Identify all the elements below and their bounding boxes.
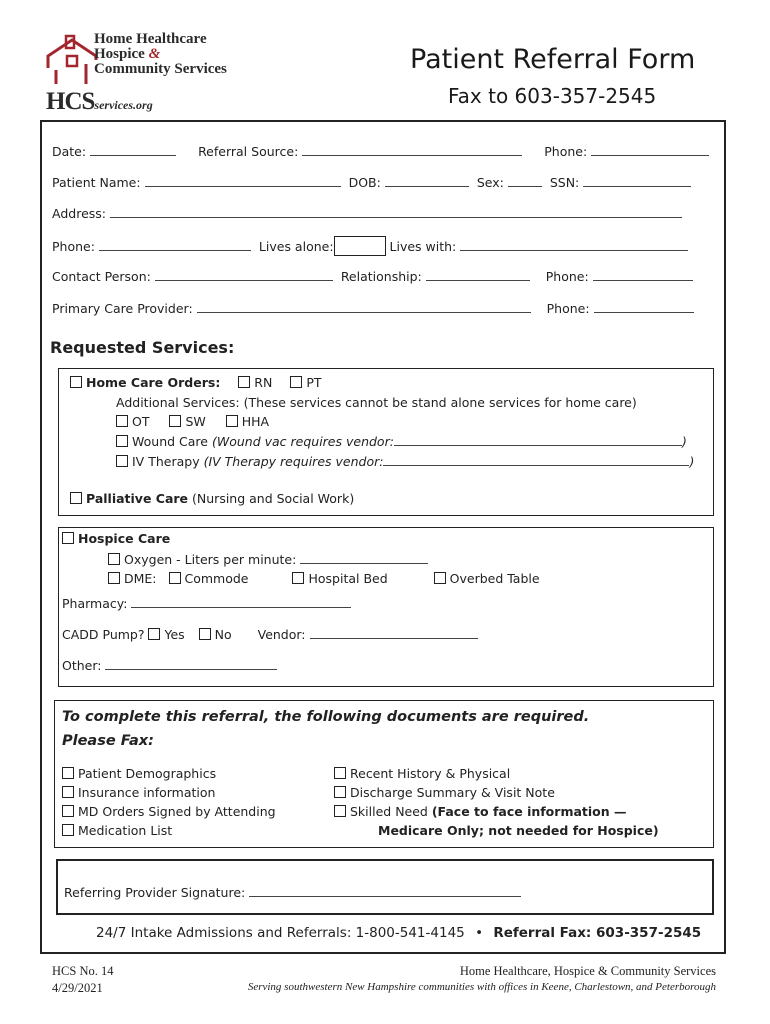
doc-skilled-note2: Medicare Only; not needed for Hospice): [378, 823, 659, 838]
oxygen-label: Oxygen - Liters per minute:: [124, 552, 297, 567]
referral-source-field[interactable]: [302, 143, 522, 156]
phone2-field[interactable]: [99, 238, 251, 251]
sw-checkbox[interactable]: [169, 415, 181, 427]
signature-label: Referring Provider Signature:: [64, 885, 246, 900]
doc-discharge: Discharge Summary & Visit Note: [350, 785, 555, 800]
doc-demographics: Patient Demographics: [78, 766, 217, 781]
patient-name-field[interactable]: [145, 174, 341, 187]
dme-checkbox[interactable]: [108, 572, 120, 584]
palliative-checkbox[interactable]: [70, 492, 82, 504]
doc-insurance-checkbox[interactable]: [62, 786, 74, 798]
home-care-checkbox[interactable]: [70, 376, 82, 388]
hospice-checkbox[interactable]: [62, 532, 74, 544]
iv-close: ): [689, 454, 695, 469]
dob-label: DOB:: [348, 175, 381, 190]
sex-label: Sex:: [476, 175, 504, 190]
phone4-field[interactable]: [594, 300, 694, 313]
wound-label: Wound Care: [132, 434, 208, 449]
doc-date: 4/29/2021: [52, 981, 103, 995]
doc-skilled: Skilled Need: [350, 804, 428, 819]
ssn-label: SSN:: [549, 175, 580, 190]
phone3-field[interactable]: [593, 268, 693, 281]
doc-medication-checkbox[interactable]: [62, 824, 74, 836]
fax-header: Fax to 603-357-2545: [448, 84, 657, 108]
lives-alone-label: Lives alone:: [258, 239, 334, 254]
contact-label: Contact Person:: [52, 269, 151, 284]
overbed-checkbox[interactable]: [434, 572, 446, 584]
pcp-field[interactable]: [197, 300, 531, 313]
doc-history: Recent History & Physical: [350, 766, 511, 781]
vendor-label: Vendor:: [257, 627, 306, 642]
overbed-label: Overbed Table: [449, 571, 540, 586]
address-field[interactable]: [110, 205, 682, 218]
referral-source-label: Referral Source:: [198, 144, 299, 159]
logo-line2: Hospice: [94, 46, 145, 62]
cadd-label: CADD Pump?: [62, 627, 145, 642]
doc-demographics-checkbox[interactable]: [62, 767, 74, 779]
footer-org: Home Healthcare, Hospice & Community Services: [459, 964, 716, 978]
doc-history-checkbox[interactable]: [334, 767, 346, 779]
hospice-label: Hospice Care: [78, 531, 171, 546]
pcp-label: Primary Care Provider:: [52, 301, 193, 316]
sex-field[interactable]: [508, 174, 542, 187]
signature-field[interactable]: [249, 884, 521, 897]
commode-checkbox[interactable]: [169, 572, 181, 584]
logo: [42, 32, 242, 116]
palliative-label: Palliative Care: [86, 491, 189, 506]
dob-field[interactable]: [385, 174, 469, 187]
date-label: Date:: [52, 144, 87, 159]
pharmacy-field[interactable]: [131, 595, 351, 608]
other-field[interactable]: [105, 657, 277, 670]
phone-field[interactable]: [591, 143, 709, 156]
vendor-field[interactable]: [310, 626, 478, 639]
iv-label: IV Therapy: [132, 454, 200, 469]
sw-label: SW: [185, 414, 206, 429]
doc-insurance: Insurance information: [78, 785, 216, 800]
ssn-field[interactable]: [583, 174, 691, 187]
footer-serving: Serving southwestern New Hampshire communities with offices in Keene, Charlestown, and Peterborough: [247, 981, 716, 993]
wound-close: ): [681, 434, 687, 449]
ot-label: OT: [132, 414, 150, 429]
relationship-label: Relationship:: [340, 269, 422, 284]
lives-with-label: Lives with:: [389, 239, 457, 254]
logo-amp: &: [148, 46, 161, 62]
house-icon: [42, 34, 100, 94]
doc-discharge-checkbox[interactable]: [334, 786, 346, 798]
additional-services-note: Additional Services: (These services cannot be stand alone services for home care): [116, 395, 637, 410]
doc-medication: Medication List: [78, 823, 173, 838]
pt-checkbox[interactable]: [290, 376, 302, 388]
iv-note: (IV Therapy requires vendor:: [203, 454, 384, 469]
page-title: Patient Referral Form: [410, 44, 696, 75]
logo-line1: Home Healthcare: [94, 31, 207, 47]
rn-label: RN: [254, 375, 273, 390]
wound-vendor-field[interactable]: [394, 433, 682, 446]
referral-fax: Referral Fax: 603-357-2545: [493, 925, 702, 941]
pharmacy-label: Pharmacy:: [62, 596, 128, 611]
phone2-label: Phone:: [52, 239, 95, 254]
hospital-bed-checkbox[interactable]: [292, 572, 304, 584]
intake-line: 24/7 Intake Admissions and Referrals: 1-800-541-4145: [96, 925, 465, 941]
cadd-no-label: No: [214, 627, 232, 642]
documents-heading: To complete this referral, the following documents are required.: [62, 709, 590, 725]
wound-checkbox[interactable]: [116, 435, 128, 447]
requested-heading: Requested Services:: [50, 338, 235, 357]
home-care-label: Home Care Orders:: [86, 375, 221, 390]
doc-skilled-note: (Face to face information —: [431, 804, 627, 819]
wound-note: (Wound vac requires vendor:: [211, 434, 394, 449]
commode-label: Commode: [184, 571, 249, 586]
doc-md-orders-checkbox[interactable]: [62, 805, 74, 817]
pt-label: PT: [306, 375, 322, 390]
iv-vendor-field[interactable]: [383, 453, 689, 466]
bullet: •: [475, 925, 484, 941]
doc-number: HCS No. 14: [52, 964, 114, 978]
hha-checkbox[interactable]: [226, 415, 238, 427]
phone4-label: Phone:: [546, 301, 590, 316]
date-field[interactable]: [90, 143, 176, 156]
hospital-bed-label: Hospital Bed: [308, 571, 388, 586]
patient-name-label: Patient Name:: [52, 175, 141, 190]
palliative-note: (Nursing and Social Work): [192, 491, 355, 506]
phone-label: Phone:: [544, 144, 588, 159]
logo-line3: Community Services: [94, 61, 227, 77]
address-label: Address:: [52, 206, 106, 221]
rn-checkbox[interactable]: [238, 376, 250, 388]
relationship-field[interactable]: [426, 268, 530, 281]
logo-site: services.org: [94, 98, 153, 112]
cadd-yes-label: Yes: [164, 627, 185, 642]
lives-with-field[interactable]: [460, 238, 688, 251]
ot-checkbox[interactable]: [116, 415, 128, 427]
phone3-label: Phone:: [545, 269, 589, 284]
cadd-no-checkbox[interactable]: [199, 628, 211, 640]
lives-alone-box[interactable]: [334, 236, 386, 256]
doc-skilled-checkbox[interactable]: [334, 805, 346, 817]
contact-field[interactable]: [155, 268, 333, 281]
doc-md-orders: MD Orders Signed by Attending: [78, 804, 276, 819]
dme-label: DME:: [124, 571, 157, 586]
other-label: Other:: [62, 658, 102, 673]
oxygen-checkbox[interactable]: [108, 553, 120, 565]
cadd-yes-checkbox[interactable]: [148, 628, 160, 640]
oxygen-field[interactable]: [300, 551, 428, 564]
hha-label: HHA: [241, 414, 270, 429]
iv-checkbox[interactable]: [116, 455, 128, 467]
please-fax: Please Fax:: [62, 733, 154, 749]
logo-brand: HCS: [46, 88, 95, 115]
